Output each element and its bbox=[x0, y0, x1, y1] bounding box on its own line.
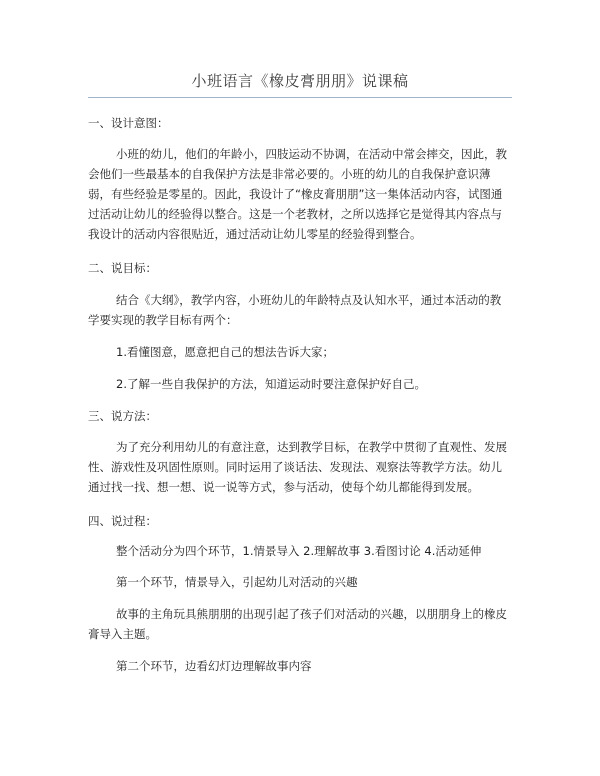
section-1-paragraph: 小班的幼儿，他们的年龄小，四肢运动不协调，在活动中常会摔交，因此，教会他们一些最基本的自我保护方法是非常必要的。小班的幼儿的自我保护意识薄弱，有些经验是零星的。因此，我设计了“橡皮膏朋朋”这一集体活动内容，试图通过活动让幼儿的经验得以整合。这是一个老教材，之所以选择它是觉得其内容点与我设计的活动内容很贴近，通过活动让幼儿零星的经验得到整合。 bbox=[88, 147, 507, 241]
section-4-step-2: 第二个环节，边看幻灯边理解故事内容 bbox=[116, 659, 312, 673]
section-2-heading: 二、说目标： bbox=[88, 261, 157, 275]
section-2-goal-1: 1.看懂图意，愿意把自己的想法告诉大家； bbox=[116, 345, 334, 359]
section-3-paragraph: 为了充分利用幼儿的有意注意，达到教学目标，在教学中贯彻了直观性、发展性、游戏性及巩固性原则。同时运用了谈话法、发现法、观察法等教学方法。幼儿通过找一找、想一想、说一说等方式，参与活动，使每个幼儿都能得到发展。 bbox=[88, 440, 507, 494]
section-3-heading: 三、说方法： bbox=[88, 409, 157, 423]
section-4-step-1-detail: 故事的主角玩具熊朋朋的出现引起了孩子们对活动的兴趣，以朋朋身上的橡皮膏导入主题。 bbox=[88, 607, 507, 641]
section-4-overview: 整个活动分为四个环节，1.情景导入 2.理解故事 3.看图讨论 4.活动延伸 bbox=[116, 544, 482, 558]
section-1-heading: 一、设计意图： bbox=[88, 116, 169, 130]
section-4-heading: 四、说过程： bbox=[88, 514, 157, 528]
section-2-paragraph: 结合《大纲》，教学内容，小班幼儿的年龄特点及认知水平，通过本活动的教学要实现的教学目标有两个： bbox=[88, 293, 502, 327]
section-2-goal-2: 2.了解一些自我保护的方法，知道运动时要注意保护好自己。 bbox=[116, 377, 426, 391]
document-title: 小班语言《橡皮膏朋朋》说课稿 bbox=[191, 72, 409, 90]
section-4-step-1: 第一个环节，情景导入，引起幼儿对活动的兴趣 bbox=[116, 575, 358, 589]
title-divider bbox=[88, 97, 512, 98]
